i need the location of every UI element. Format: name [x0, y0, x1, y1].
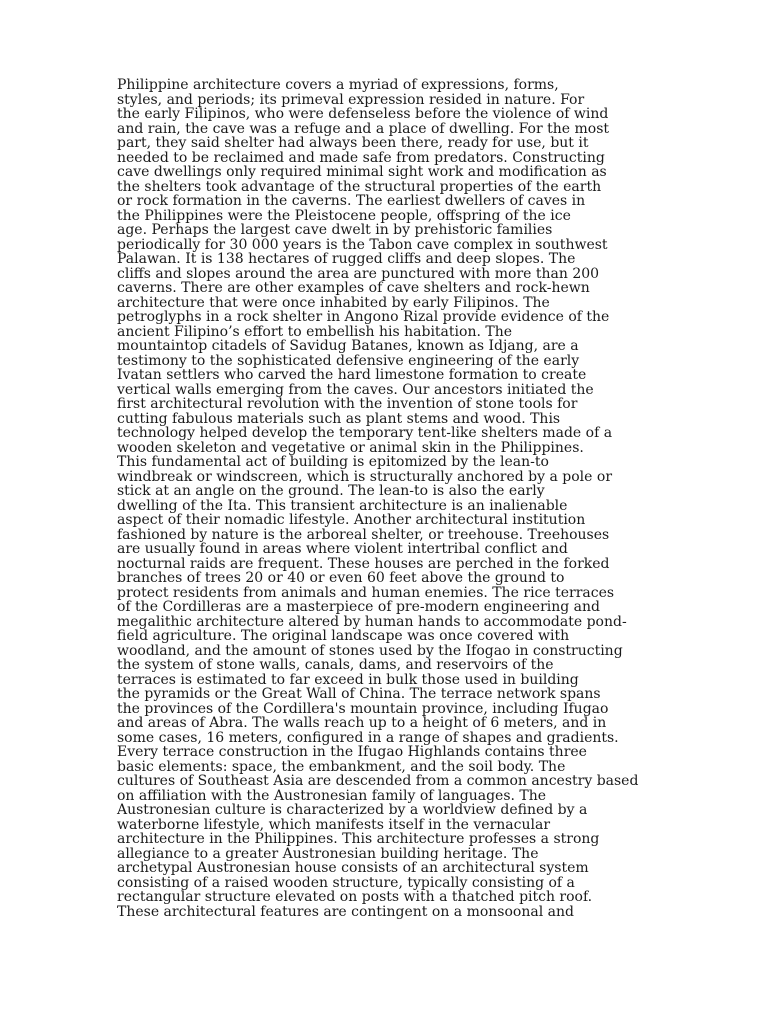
text-line: Palawan. It is 138 hectares of rugged cliffs and deep slopes. The: [117, 251, 576, 267]
text-line: These architectural features are contingent on a monsoonal and: [117, 903, 574, 920]
text-line: woodland, and the amount of stones used by the Ifogao in constructing: [117, 642, 623, 659]
text-line: consisting of a raised wooden structure, typically consisting of a: [117, 874, 575, 891]
text-line: of the Cordilleras are a masterpiece of pre-modern engineering and: [117, 599, 600, 615]
text-line: ancient Filipino’s effort to embellish his habitation. The: [117, 323, 512, 340]
text-line: architecture in the Philippines. This architecture professes a strong: [117, 831, 600, 847]
text-line: the Philippines were the Pleistocene people, offspring of the ice: [117, 207, 571, 224]
text-line: field agriculture. The original landscape was once covered with: [117, 628, 570, 644]
text-line: cutting fabulous materials such as plant stems and wood. This: [117, 410, 561, 427]
text-line: styles, and periods; its primeval expression resided in nature. For: [117, 91, 585, 108]
text-line: Every terrace construction in the Ifugao Highlands contains three: [117, 744, 587, 760]
text-line: archetypal Austronesian house consists of an architectural system: [117, 860, 589, 876]
text-line: This fundamental act of building is epitomized by the lean-to: [117, 454, 549, 470]
text-line: windbreak or windscreen, which is structurally anchored by a pole or: [117, 468, 613, 485]
text-line: age. Perhaps the largest cave dwelt in by prehistoric families: [117, 222, 553, 238]
text-line: cave dwellings only required minimal sight work and modification as: [117, 164, 607, 180]
text-line: aspect of their nomadic lifestyle. Another architectural institution: [117, 512, 586, 528]
text-line: testimony to the sophisticated defensive engineering of the early: [117, 352, 580, 369]
text-line: cultures of Southeast Asia are descended from a common ancestry based: [117, 773, 639, 789]
text-line: are usually found in areas where violent intertribal conflict and: [117, 541, 568, 557]
text-line: technology helped develop the temporary tent-like shelters made of a: [117, 425, 613, 441]
text-line: protect residents from animals and human enemies. The rice terraces: [117, 584, 615, 601]
text-line: the pyramids or the Great Wall of China. The terrace network spans: [117, 686, 601, 702]
text-line: the early Filipinos, who were defenseless before the violence of wind: [117, 106, 609, 122]
text-line: Ivatan settlers who carved the hard limestone formation to create: [117, 367, 587, 383]
text-line: petroglyphs in a rock shelter in Angono Rizal provide evidence of the: [117, 309, 610, 325]
text-line: terraces is estimated to far exceed in bulk those used in building: [117, 671, 579, 688]
text-line: needed to be reclaimed and made safe from predators. Constructing: [117, 149, 605, 166]
text-line: and rain, the cave was a refuge and a place of dwelling. For the most: [117, 120, 610, 137]
text-line: periodically for 30 000 years is the Tabon cave complex in southwest: [117, 236, 608, 253]
text-line: stick at an angle on the ground. The lean-to is also the early: [117, 483, 545, 499]
text-line: Philippine architecture covers a myriad of expressions, forms,: [117, 77, 559, 93]
text-line: rectangular structure elevated on posts with a thatched pitch roof.: [117, 889, 593, 905]
text-line: first architectural revolution with the invention of stone tools for: [117, 396, 578, 412]
text-line: cliffs and slopes around the area are punctured with more than 200: [117, 265, 600, 282]
text-line: wooden skeleton and vegetative or animal skin in the Philippines.: [117, 439, 584, 456]
text-line: the provinces of the Cordillera's mountain province, including Ifugao: [117, 700, 609, 717]
text-line: the shelters took advantage of the structural properties of the earth: [117, 178, 602, 195]
text-line: basic elements: space, the embankment, and the soil body. The: [117, 758, 566, 775]
text-line: branches of trees 20 or 40 or even 60 feet above the ground to: [117, 570, 565, 586]
body-paragraph: [117, 78, 677, 919]
text-line: megalithic architecture altered by human hands to accommodate pond-: [117, 613, 627, 630]
text-line: allegiance to a greater Austronesian building heritage. The: [117, 845, 539, 862]
text-line: and areas of Abra. The walls reach up to a height of 6 meters, and in: [117, 715, 607, 731]
text-line: some cases, 16 meters, configured in a range of shapes and gradients.: [117, 729, 619, 746]
text-line: dwelling of the Ita. This transient architecture is an inalienable: [117, 497, 568, 514]
text-line: fashioned by nature is the arboreal shelter, or treehouse. Treehouses: [117, 526, 610, 543]
text-line: or rock formation in the caverns. The earliest dwellers of caves in: [117, 193, 586, 209]
text-line: vertical walls emerging from the caves. Our ancestors initiated the: [117, 381, 594, 398]
text-line: mountaintop citadels of Savidug Batanes, known as Idjang, are a: [117, 338, 579, 354]
text-line: the system of stone walls, canals, dams, and reservoirs of the: [117, 657, 554, 673]
text-line: part, they said shelter had always been there, ready for use, but it: [117, 135, 589, 151]
text-line: caverns. There are other examples of cave shelters and rock-hewn: [117, 280, 590, 296]
text-line: waterborne lifestyle, which manifests itself in the vernacular: [117, 816, 551, 833]
text-line: Austronesian culture is characterized by a worldview defined by a: [117, 802, 588, 818]
text-line: architecture that were once inhabited by early Filipinos. The: [117, 294, 550, 311]
text-line: on affiliation with the Austronesian family of languages. The: [117, 787, 547, 804]
text-line: nocturnal raids are frequent. These houses are perched in the forked: [117, 555, 610, 572]
